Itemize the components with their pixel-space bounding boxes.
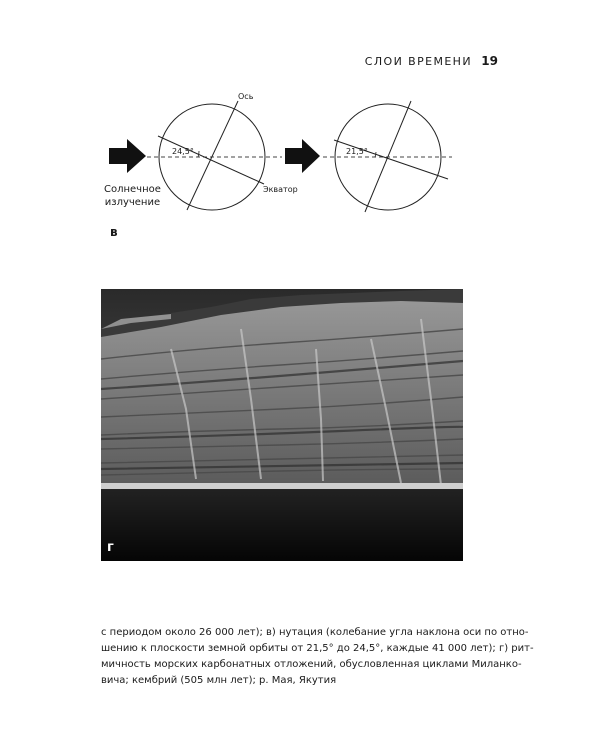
- axis-label: Ось: [238, 92, 254, 101]
- nutation-diagram: [0, 80, 600, 260]
- sun-arrow-icon: [109, 139, 146, 173]
- strata-photo: [101, 289, 463, 561]
- page-number: 19: [481, 54, 498, 68]
- running-header: [0, 55, 600, 75]
- caption-line: шению к плоскости земной орбиты от 21,5° до 24,5°, каждые 41 000 лет); г) рит-: [101, 643, 534, 654]
- angle-label-2: 21,5°: [346, 147, 368, 156]
- panel-label-g: г: [107, 540, 114, 555]
- strata-photo-image: [101, 289, 463, 561]
- solar-radiation-label: Солнечное излучение: [104, 184, 161, 208]
- caption-line: мичность морских карбонатных отложений, обусловленная циклами Миланко-: [101, 659, 522, 670]
- caption-line: вича; кембрий (505 млн лет); р. Мая, Якутия: [101, 675, 337, 686]
- panel-label-v: в: [110, 225, 118, 239]
- equator-label: Экватор: [263, 185, 298, 194]
- axis-line-1: [187, 101, 238, 210]
- sun-arrow-icon-2: [285, 139, 320, 173]
- axis-line-2: [365, 101, 411, 212]
- nutation-diagram-svg: [0, 80, 600, 260]
- equator-line-1: [158, 136, 264, 184]
- running-title: СЛОИ ВРЕМЕНИ: [364, 55, 472, 68]
- figure-caption: [101, 625, 534, 689]
- caption-line: с периодом около 26 000 лет); в) нутация (колебание угла наклона оси по отно-: [101, 627, 529, 638]
- equator-line-2: [334, 140, 448, 179]
- angle-label-1: 24,5°: [172, 147, 194, 156]
